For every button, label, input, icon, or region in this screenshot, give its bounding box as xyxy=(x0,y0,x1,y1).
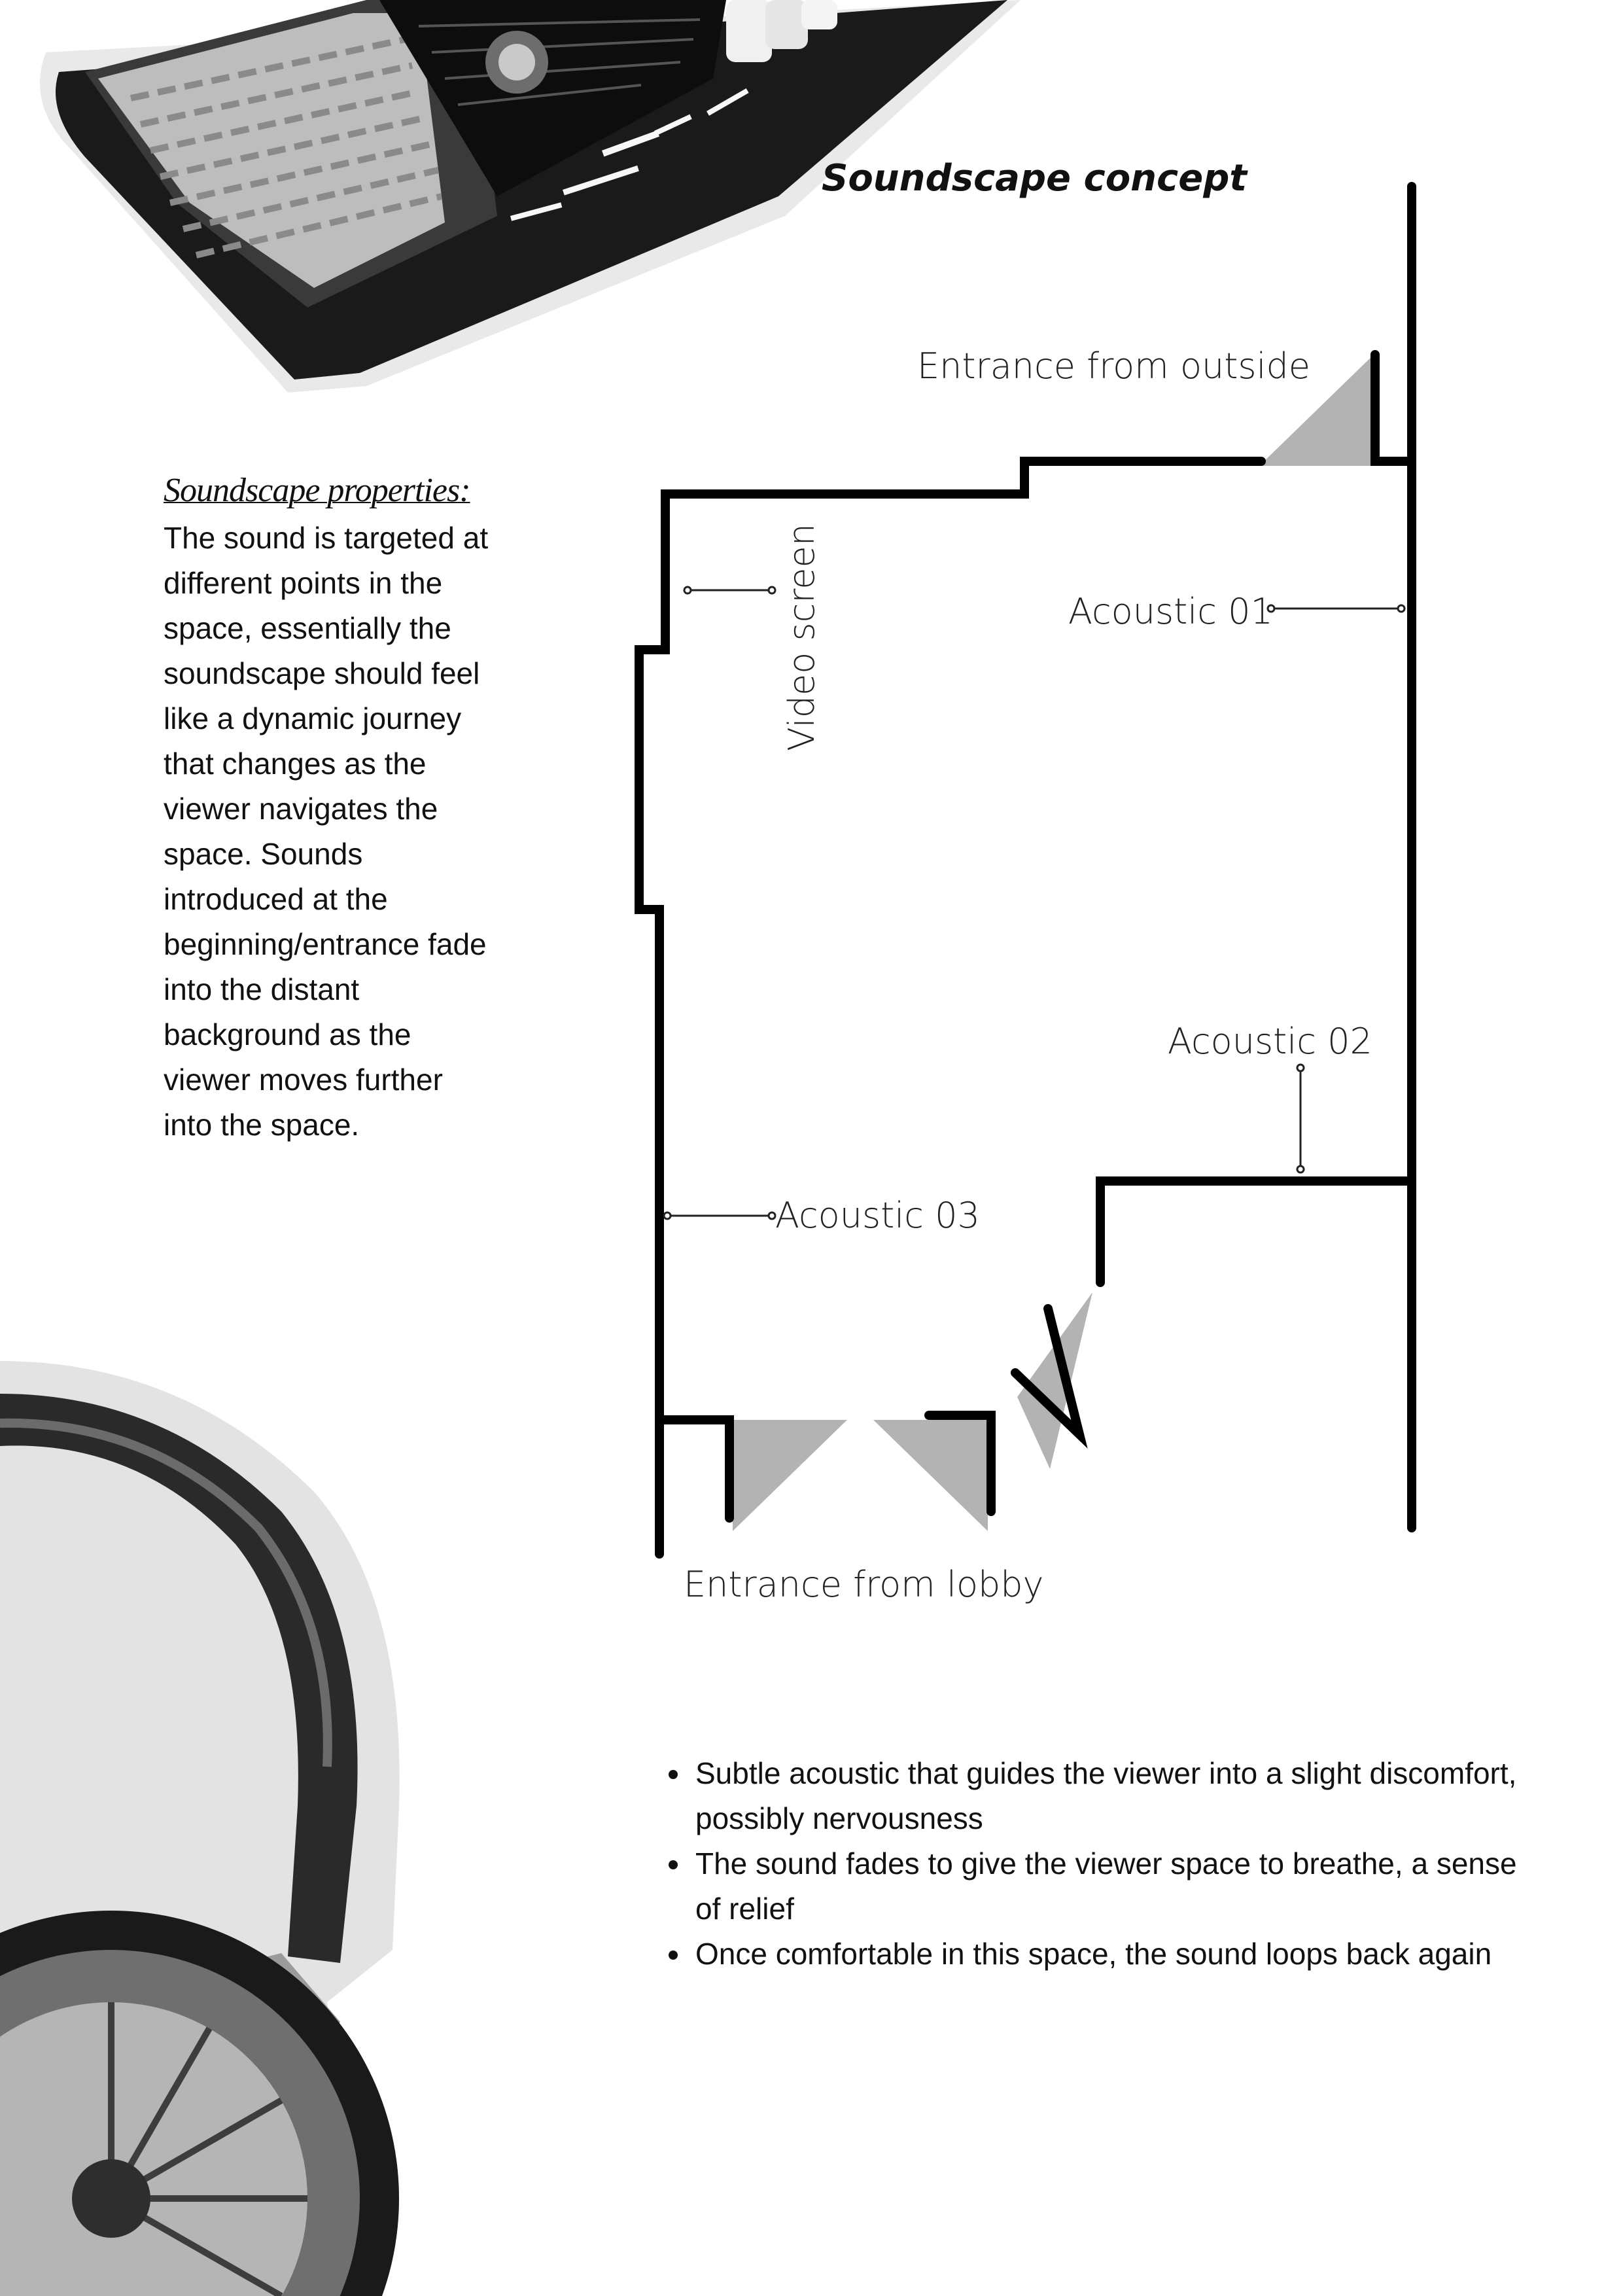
list-item: • Once comfortable in this space, the sound loops back again xyxy=(691,1932,1542,1977)
list-item: • Subtle acoustic that guides the viewer into a slight discomfort, possibly nervousness xyxy=(691,1751,1542,1841)
label-acoustic-03: Acoustic 03 xyxy=(775,1195,980,1236)
properties-line: like a dynamic journey xyxy=(164,701,462,735)
list-item: • The sound fades to give the viewer space to breathe, a sense of relief xyxy=(691,1841,1542,1932)
properties-line: that changes as the xyxy=(164,747,427,781)
properties-heading: Soundscape properties: xyxy=(164,472,470,509)
outside-entrance-wall xyxy=(1375,355,1412,461)
properties-line: space. Sounds xyxy=(164,837,363,871)
properties-line: beginning/entrance fade xyxy=(164,927,487,961)
properties-line: soundscape should feel xyxy=(164,656,480,690)
properties-line: different points in the xyxy=(164,566,443,600)
label-acoustic-01: Acoustic 01 xyxy=(1068,591,1273,632)
properties-line: into the distant xyxy=(164,972,360,1006)
properties-line: introduced at the xyxy=(164,882,388,916)
properties-line: into the space. xyxy=(164,1108,360,1142)
leader-lines xyxy=(664,587,1405,1219)
label-entrance-lobby: Entrance from lobby xyxy=(684,1564,1044,1605)
properties-line: viewer moves further xyxy=(164,1063,443,1097)
properties-line: space, essentially the xyxy=(164,611,451,645)
south-east-wall xyxy=(1100,1181,1412,1282)
properties-line: The sound is targeted at xyxy=(164,521,489,555)
properties-line: viewer navigates the xyxy=(164,792,438,826)
walls xyxy=(639,186,1412,1554)
lobby-left-jamb xyxy=(659,1420,729,1518)
properties-paragraph xyxy=(164,516,536,1148)
properties-line: background as the xyxy=(164,1017,411,1051)
page-title: Soundscape concept xyxy=(822,157,1248,200)
door-swings xyxy=(733,353,1375,1531)
label-acoustic-02: Acoustic 02 xyxy=(1168,1021,1372,1062)
label-entrance-outside: Entrance from outside xyxy=(917,345,1311,387)
door-swing-lobby-right xyxy=(873,1420,988,1531)
door-swing-lobby-left xyxy=(733,1420,847,1531)
label-video-screen: Video screen xyxy=(781,523,822,751)
notes-list xyxy=(654,1751,1542,1977)
